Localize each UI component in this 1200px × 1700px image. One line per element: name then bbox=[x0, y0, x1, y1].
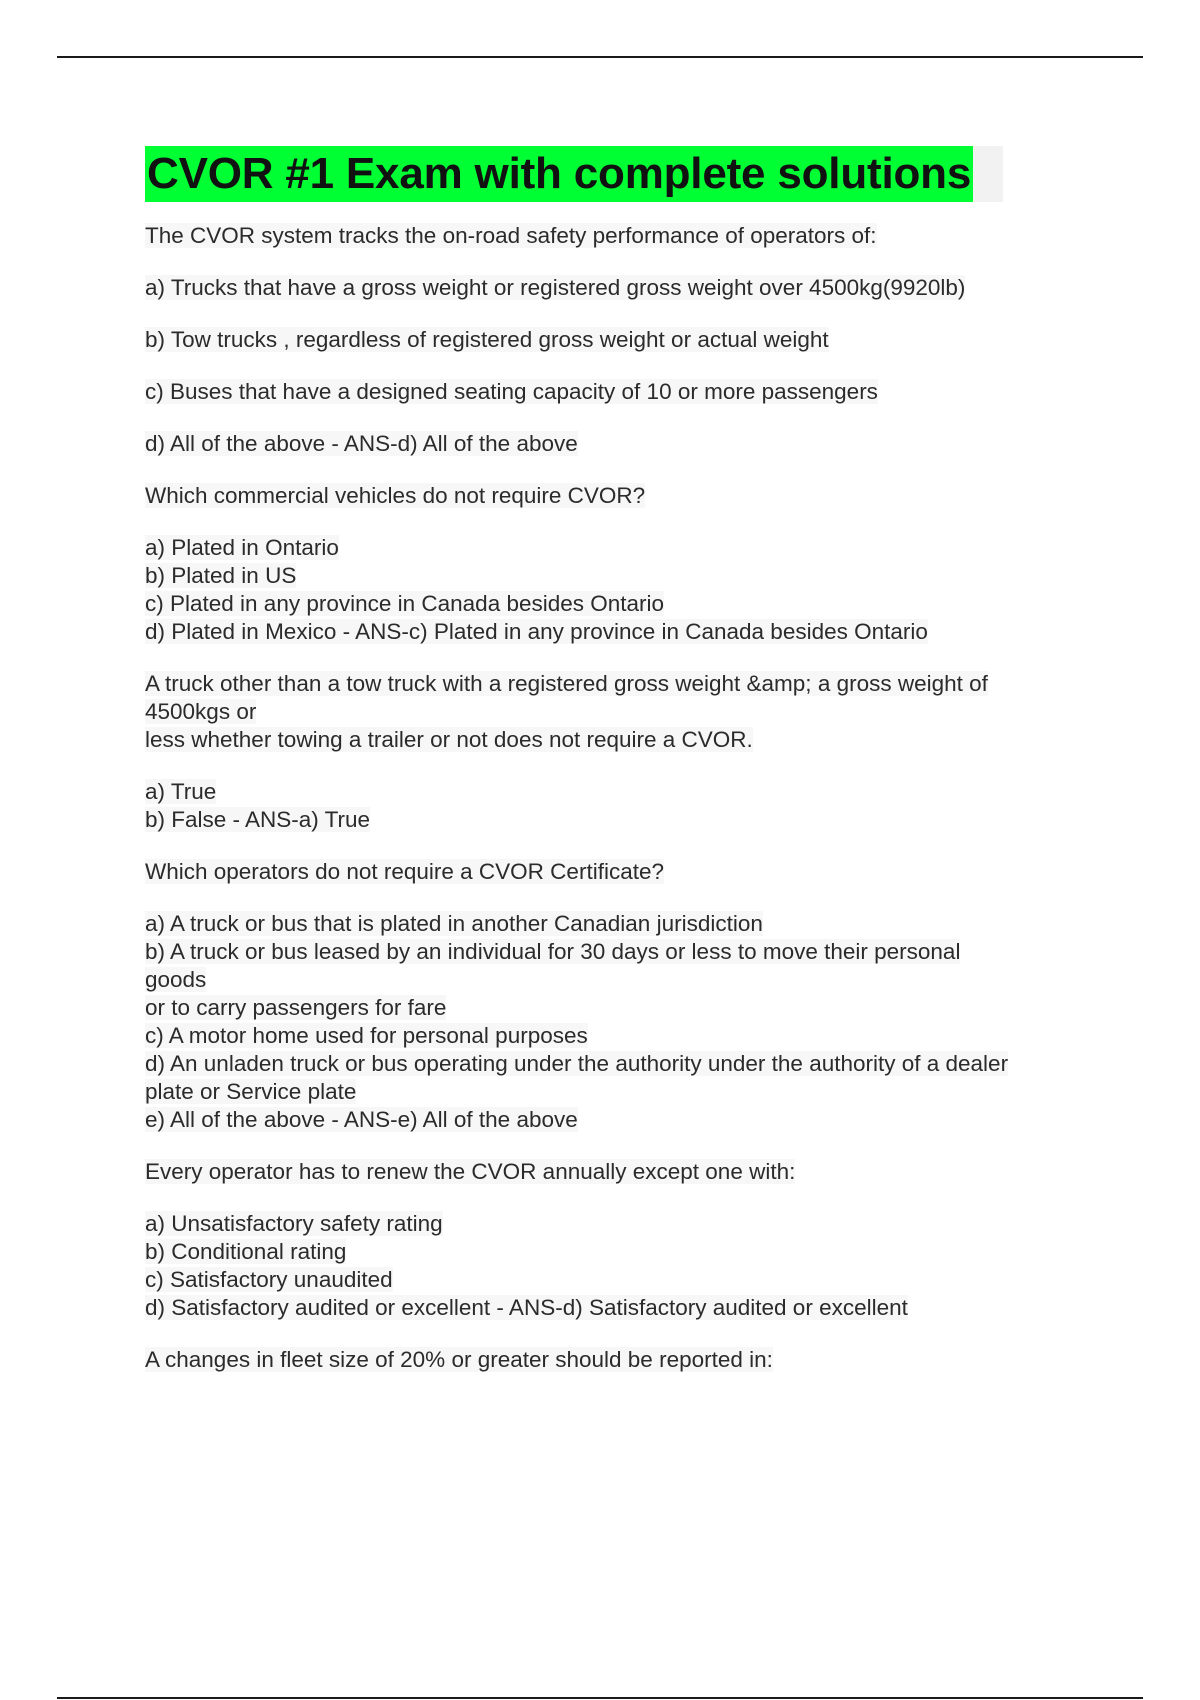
spacer bbox=[145, 406, 1105, 430]
answer-option-text: c) A motor home used for personal purposes bbox=[145, 1023, 588, 1048]
question-stem-text: Every operator has to renew the CVOR annually except one with: bbox=[145, 1159, 796, 1184]
answer-option-text: c) Satisfactory unaudited bbox=[145, 1267, 393, 1292]
answer-option-text: d) Plated in Mexico - ANS-c) Plated in any province in Canada besides Ontario bbox=[145, 619, 928, 644]
answer-option-text: a) Unsatisfactory safety rating bbox=[145, 1211, 443, 1236]
answer-option-text: plate or Service plate bbox=[145, 1079, 357, 1104]
spacer bbox=[145, 458, 1105, 482]
answer-option-text: b) False - ANS-a) True bbox=[145, 807, 371, 832]
answer-option bbox=[145, 1210, 1105, 1238]
question-stem bbox=[145, 670, 1105, 698]
question-stem bbox=[145, 858, 1105, 886]
answer-option bbox=[145, 378, 1105, 406]
document-title: CVOR #1 Exam with complete solutions bbox=[145, 146, 973, 202]
question-stem-text: Which operators do not require a CVOR Certificate? bbox=[145, 859, 664, 884]
answer-option bbox=[145, 966, 1105, 994]
question-block bbox=[145, 1322, 1105, 1374]
answer-option-text: d) All of the above - ANS-d) All of the above bbox=[145, 431, 578, 456]
answer-option bbox=[145, 1078, 1105, 1106]
answer-option-text: a) A truck or bus that is plated in another Canadian jurisdiction bbox=[145, 911, 763, 936]
answer-option-text: d) An unladen truck or bus operating under the authority under the authority of a dealer bbox=[145, 1051, 1009, 1076]
header-rule bbox=[57, 56, 1143, 58]
answer-option bbox=[145, 326, 1105, 354]
question-block bbox=[145, 646, 1105, 834]
question-stem bbox=[145, 482, 1105, 510]
answer-option-text: b) Tow trucks , regardless of registered gross weight or actual weight bbox=[145, 327, 829, 352]
spacer bbox=[145, 1134, 1105, 1158]
answer-option bbox=[145, 534, 1105, 562]
answer-option bbox=[145, 274, 1105, 302]
answer-option-text: c) Plated in any province in Canada besides Ontario bbox=[145, 591, 665, 616]
spacer bbox=[145, 202, 1105, 222]
spacer bbox=[145, 302, 1105, 326]
spacer bbox=[145, 510, 1105, 534]
question-list bbox=[145, 202, 1105, 1374]
answer-option bbox=[145, 806, 1105, 834]
answer-option bbox=[145, 1022, 1105, 1050]
document-body bbox=[145, 146, 1105, 1374]
answer-option bbox=[145, 590, 1105, 618]
answer-option-text: b) A truck or bus leased by an individual for 30 days or less to move their personal bbox=[145, 939, 961, 964]
answer-option bbox=[145, 778, 1105, 806]
question-stem bbox=[145, 726, 1105, 754]
answer-option-text: c) Buses that have a designed seating capacity of 10 or more passengers bbox=[145, 379, 878, 404]
question-stem bbox=[145, 1346, 1105, 1374]
answer-option-text: a) True bbox=[145, 779, 217, 804]
question-stem-text: A truck other than a tow truck with a registered gross weight &amp; a gross weight of bbox=[145, 671, 988, 696]
question-stem bbox=[145, 698, 1105, 726]
answer-option bbox=[145, 1050, 1105, 1078]
question-stem bbox=[145, 222, 1105, 250]
question-stem-text: The CVOR system tracks the on-road safety performance of operators of: bbox=[145, 223, 877, 248]
answer-option bbox=[145, 938, 1105, 966]
spacer bbox=[145, 886, 1105, 910]
answer-option bbox=[145, 618, 1105, 646]
spacer bbox=[145, 1186, 1105, 1210]
answer-option bbox=[145, 1294, 1105, 1322]
question-block bbox=[145, 834, 1105, 1134]
answer-option-text: a) Trucks that have a gross weight or registered gross weight over 4500kg(9920lb) bbox=[145, 275, 966, 300]
spacer bbox=[145, 354, 1105, 378]
answer-option bbox=[145, 994, 1105, 1022]
spacer bbox=[145, 250, 1105, 274]
answer-option-text: b) Plated in US bbox=[145, 563, 297, 588]
question-stem-text: 4500kgs or bbox=[145, 699, 257, 724]
title-highlight bbox=[145, 146, 1003, 202]
answer-option-text: b) Conditional rating bbox=[145, 1239, 347, 1264]
spacer bbox=[145, 754, 1105, 778]
spacer bbox=[145, 1322, 1105, 1346]
answer-option-text: d) Satisfactory audited or excellent - ANS-d) Satisfactory audited or excellent bbox=[145, 1295, 908, 1320]
answer-option-text: goods bbox=[145, 967, 207, 992]
question-stem bbox=[145, 1158, 1105, 1186]
answer-option-text: e) All of the above - ANS-e) All of the above bbox=[145, 1107, 578, 1132]
question-stem-text: Which commercial vehicles do not require CVOR? bbox=[145, 483, 646, 508]
answer-option bbox=[145, 1238, 1105, 1266]
question-stem-text: A changes in fleet size of 20% or greater should be reported in: bbox=[145, 1347, 773, 1372]
answer-option bbox=[145, 1106, 1105, 1134]
footer-rule bbox=[57, 1697, 1143, 1699]
question-block bbox=[145, 1134, 1105, 1322]
answer-option bbox=[145, 1266, 1105, 1294]
spacer bbox=[145, 646, 1105, 670]
answer-option bbox=[145, 430, 1105, 458]
question-block bbox=[145, 458, 1105, 646]
answer-option-text: a) Plated in Ontario bbox=[145, 535, 339, 560]
answer-option-text: or to carry passengers for fare bbox=[145, 995, 447, 1020]
answer-option bbox=[145, 562, 1105, 590]
question-stem-text: less whether towing a trailer or not does not require a CVOR. bbox=[145, 727, 753, 752]
answer-option bbox=[145, 910, 1105, 938]
spacer bbox=[145, 834, 1105, 858]
question-block bbox=[145, 202, 1105, 458]
